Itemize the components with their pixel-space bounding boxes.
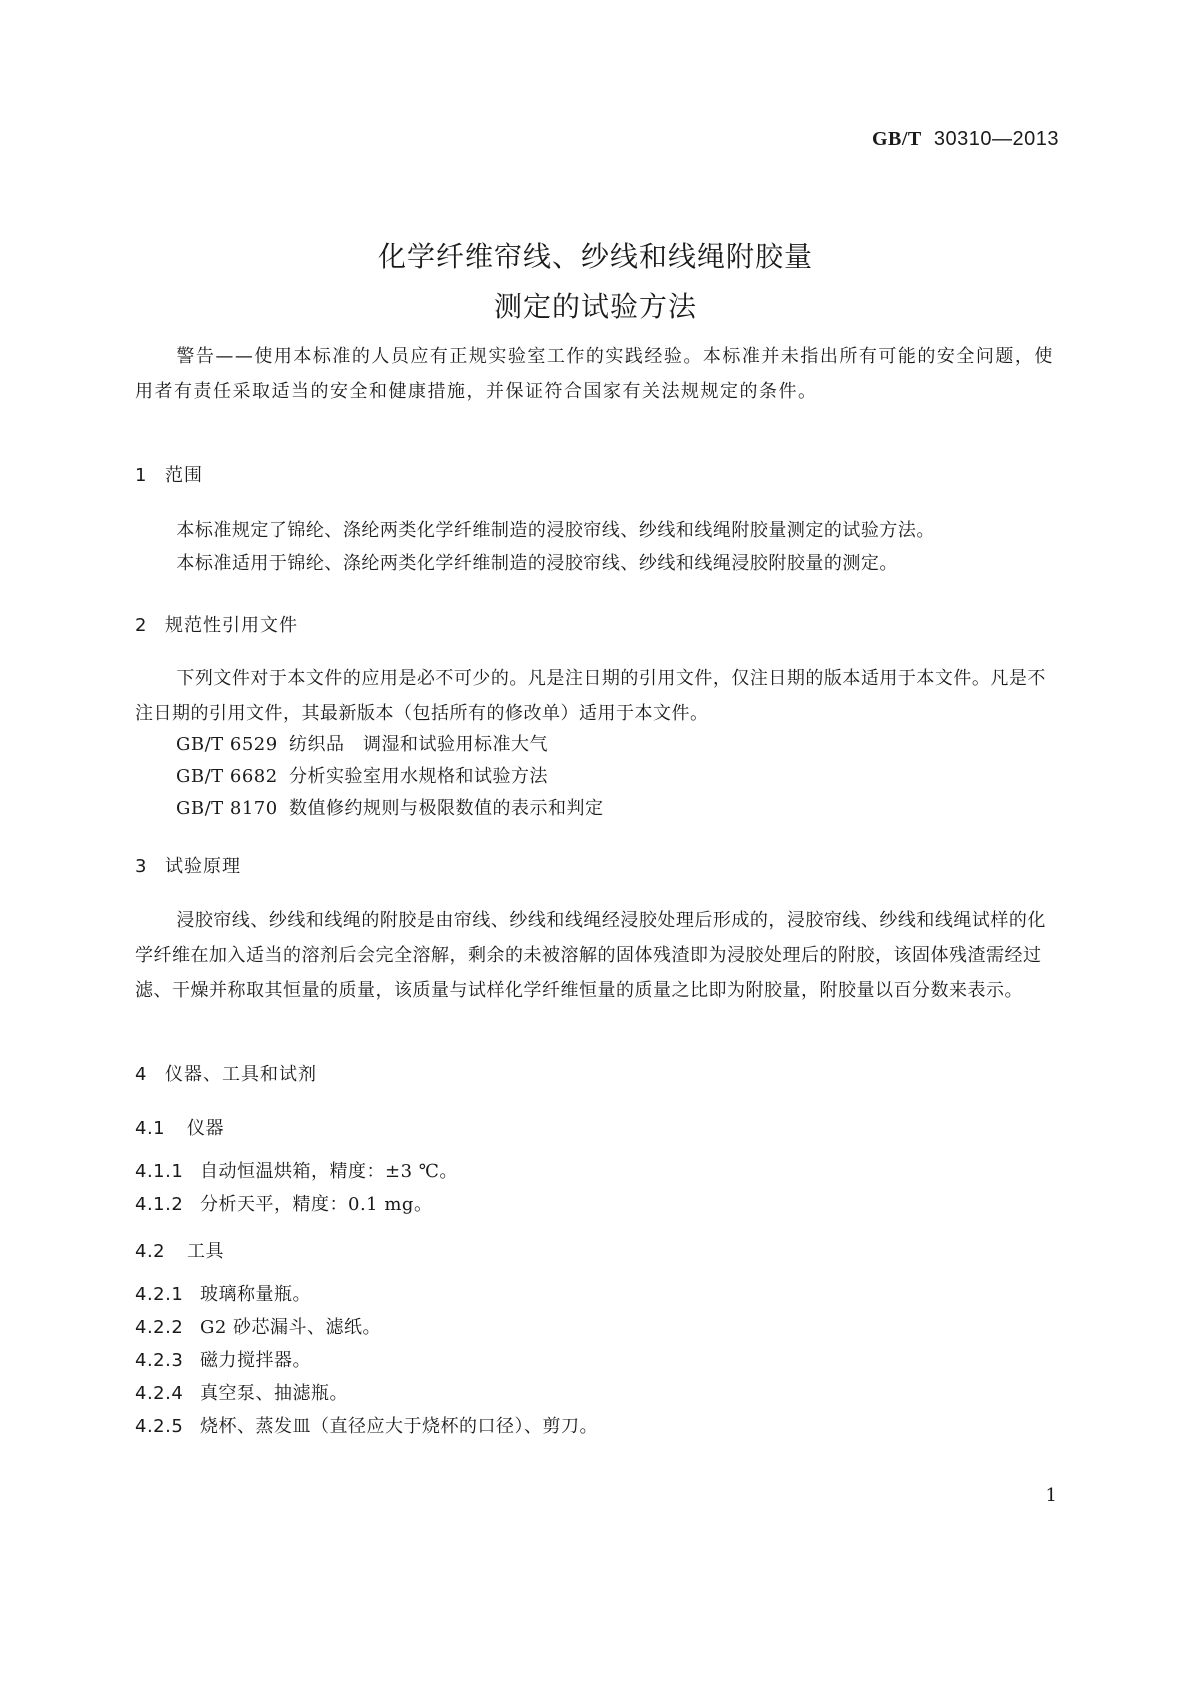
section-number: 2 bbox=[135, 615, 148, 636]
section-number: 4 bbox=[135, 1064, 148, 1085]
section-4-heading bbox=[135, 1060, 1059, 1086]
subsection-number: 4.1 bbox=[135, 1118, 166, 1139]
reference-item bbox=[135, 791, 1100, 826]
list-item bbox=[135, 1409, 1059, 1444]
section-1-paragraph-2: 本标准适用于锦纶、涤纶两类化学纤维制造的浸胶帘线、纱线和线绳浸胶附胶量的测定。 bbox=[176, 553, 898, 574]
item-text: 磁力搅拌器。 bbox=[200, 1350, 311, 1371]
item-number: 4.1.2 bbox=[135, 1194, 184, 1215]
item-text: G2 砂芯漏斗、滤纸。 bbox=[200, 1317, 382, 1338]
standard-code bbox=[872, 128, 1059, 151]
subsection-title: 仪器 bbox=[187, 1118, 224, 1139]
list-item bbox=[135, 1154, 1059, 1189]
section-2-heading bbox=[135, 611, 1059, 637]
section-number: 3 bbox=[135, 856, 148, 877]
list-item bbox=[135, 1376, 1059, 1411]
subsection-4-2-heading bbox=[135, 1237, 1059, 1263]
reference-code: GB/T 6529 bbox=[176, 734, 278, 755]
item-text: 分析天平，精度：0.1 mg。 bbox=[200, 1194, 433, 1215]
title-line-1: 化学纤维帘线、纱线和线绳附胶量 bbox=[377, 240, 813, 273]
section-title: 规范性引用文件 bbox=[165, 615, 298, 636]
document-title bbox=[0, 232, 1191, 332]
standard-number: 30310—2013 bbox=[933, 128, 1059, 150]
item-number: 4.2.4 bbox=[135, 1383, 184, 1404]
subsection-title: 工具 bbox=[187, 1241, 224, 1262]
section-1-paragraph-1: 本标准规定了锦纶、涤纶两类化学纤维制造的浸胶帘线、纱线和线绳附胶量测定的试验方法。 bbox=[176, 520, 935, 541]
section-3-heading bbox=[135, 852, 1059, 878]
title-line-2: 测定的试验方法 bbox=[493, 290, 697, 323]
item-number: 4.2.5 bbox=[135, 1416, 184, 1437]
reference-title: 数值修约规则与极限数值的表示和判定 bbox=[289, 798, 604, 819]
page-number: 1 bbox=[1045, 1485, 1057, 1506]
list-item bbox=[135, 1277, 1059, 1312]
item-number: 4.2.3 bbox=[135, 1350, 184, 1371]
item-text: 烧杯、蒸发皿（直径应大于烧杯的口径）、剪刀。 bbox=[200, 1416, 598, 1437]
reference-item bbox=[135, 727, 1100, 762]
section-2-intro: 下列文件对于本文件的应用是必不可少的。凡是注日期的引用文件，仅注日期的版本适用于本文件。凡是不注日期的引用文件，其最新版本（包括所有的修改单）适用于本文件。 bbox=[135, 668, 1046, 724]
reference-code: GB/T 6682 bbox=[176, 766, 278, 787]
reference-item bbox=[135, 759, 1100, 794]
section-title: 试验原理 bbox=[165, 856, 241, 877]
section-number: 1 bbox=[135, 465, 148, 486]
section-3-paragraph: 浸胶帘线、纱线和线绳的附胶是由帘线、纱线和线绳经浸胶处理后形成的，浸胶帘线、纱线和线绳试样的化学纤维在加入适当的溶剂后会完全溶解，剩余的未被溶解的固体残渣即为浸胶处理后的附胶，该固体残渣需经过滤、干燥并称取其恒量的质量，该质量与试样化学纤维恒量的质量之比即为附胶量，附胶量以百分数来表示。 bbox=[135, 910, 1046, 1001]
subsection-4-1-heading bbox=[135, 1114, 1059, 1140]
section-1-heading bbox=[135, 461, 1059, 487]
reference-title: 纺织品 调湿和试验用标准大气 bbox=[289, 734, 548, 755]
section-title: 仪器、工具和试剂 bbox=[165, 1064, 317, 1085]
standard-prefix: GB/T bbox=[871, 128, 922, 150]
reference-title: 分析实验室用水规格和试验方法 bbox=[289, 766, 548, 787]
section-title: 范围 bbox=[165, 465, 203, 486]
subsection-number: 4.2 bbox=[135, 1241, 166, 1262]
item-text: 真空泵、抽滤瓶。 bbox=[200, 1383, 348, 1404]
item-number: 4.1.1 bbox=[135, 1161, 184, 1182]
list-item bbox=[135, 1187, 1059, 1222]
list-item bbox=[135, 1310, 1059, 1345]
item-number: 4.2.2 bbox=[135, 1317, 184, 1338]
item-text: 玻璃称量瓶。 bbox=[200, 1284, 311, 1305]
item-number: 4.2.1 bbox=[135, 1284, 184, 1305]
list-item bbox=[135, 1343, 1059, 1378]
warning-paragraph: 警告——使用本标准的人员应有正规实验室工作的实践经验。本标准并未指出所有可能的安全问题，使用者有责任采取适当的安全和健康措施，并保证符合国家有关法规规定的条件。 bbox=[135, 346, 1054, 402]
item-text: 自动恒温烘箱，精度：±3 ℃。 bbox=[200, 1161, 458, 1182]
reference-code: GB/T 8170 bbox=[176, 798, 278, 819]
